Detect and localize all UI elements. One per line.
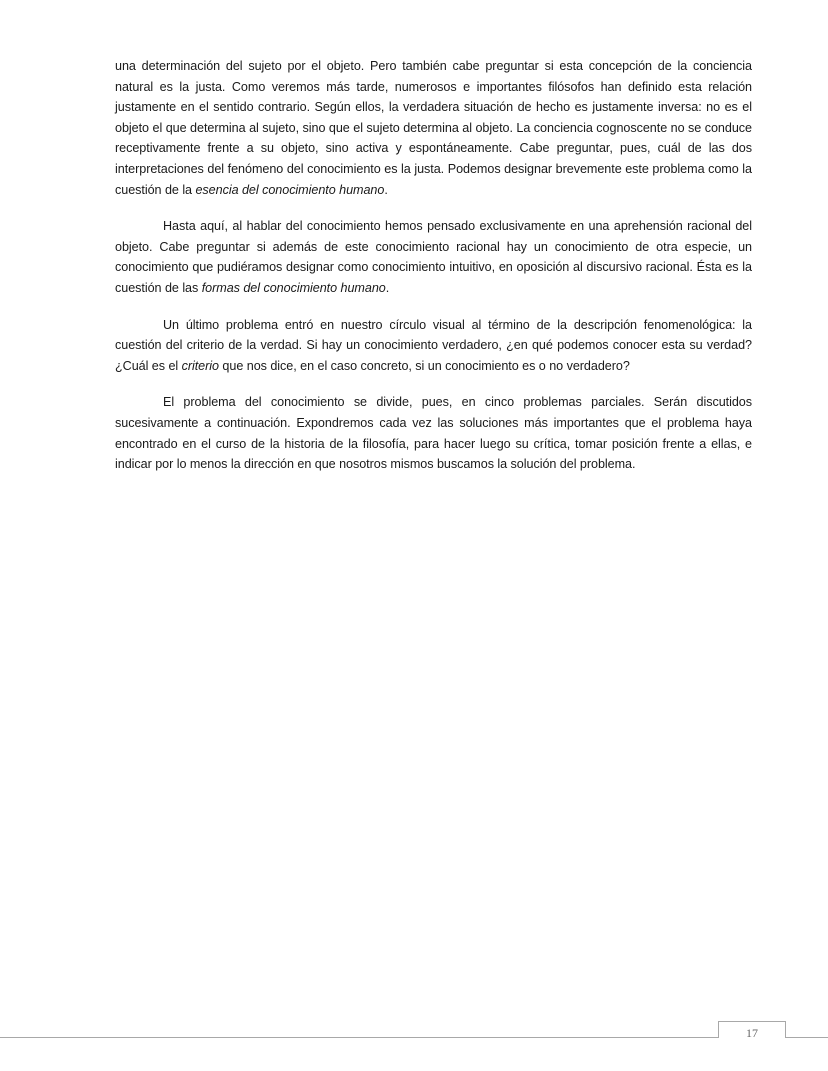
paragraph-1 (115, 56, 752, 200)
paragraph-4 (115, 392, 752, 474)
page-number-box (718, 1021, 786, 1038)
paragraph-2-italic-term: formas del conocimiento humano (201, 280, 386, 295)
document-body (115, 56, 752, 491)
footer-rule (0, 1037, 828, 1038)
paragraph-3-italic-term: criterio (181, 358, 219, 373)
page-number: 17 (746, 1026, 758, 1040)
paragraph-2 (115, 216, 752, 298)
paragraph-1-text-a: una determinación del sujeto por el objeto. Pero también cabe preguntar si esta concepción de la conciencia natural es la justa. Como veremos más tarde, numerosos e importantes filósofos han definido esta relación justamente en el sentido contrario. Según ellos, la verdadera situación de hecho es justamente inversa: no es el objeto el que determina al sujeto, sino que el sujeto determina al objeto. La conciencia cognoscente no se conduce receptivamente frente a su objeto, sino activa y espontáneamente. Cabe preguntar, pues, cuál de las dos interpretaciones del fenómeno del conocimiento es la justa. Podemos designar brevemente este problema como la cuestión de la (115, 59, 752, 197)
paragraph-4-text: El problema del conocimiento se divide, pues, en cinco problemas parciales. Serán discutidos sucesivamente a continuación. Expondremos cada vez las soluciones más importantes que el problema haya encontrado en el curso de la historia de la filosofía, para hacer luego su crítica, tomar posición frente a ellas, e indicar por lo menos la dirección en que nosotros mismos buscamos la solución del problema. (115, 395, 752, 472)
paragraph-3-text-b: que nos dice, en el caso concreto, si un conocimiento es o no verdadero? (218, 358, 630, 373)
paragraph-3-text-a: Un último problema entró en nuestro círculo visual al término de la descripción fenomenológica: la cuestión del criterio de la verdad. Si hay un conocimiento verdadero, ¿en qué podemos conocer esta su verdad? ¿Cuál es el (115, 317, 752, 373)
paragraph-3 (115, 315, 752, 377)
paragraph-2-text-a: Hasta aquí, al hablar del conocimiento hemos pensado exclusivamente en una aprehensión racional del objeto. Cabe preguntar si además de este conocimiento racional hay un conocimiento de otra especie, un conocimiento que pudiéramos designar como conocimiento intuitivo, en oposición al discursivo racional. Ésta es la cuestión de las (115, 219, 752, 295)
paragraph-2-text-b: . (385, 280, 390, 295)
paragraph-1-text-b: . (384, 182, 388, 197)
paragraph-1-italic-term: esencia del conocimiento humano (195, 182, 385, 197)
